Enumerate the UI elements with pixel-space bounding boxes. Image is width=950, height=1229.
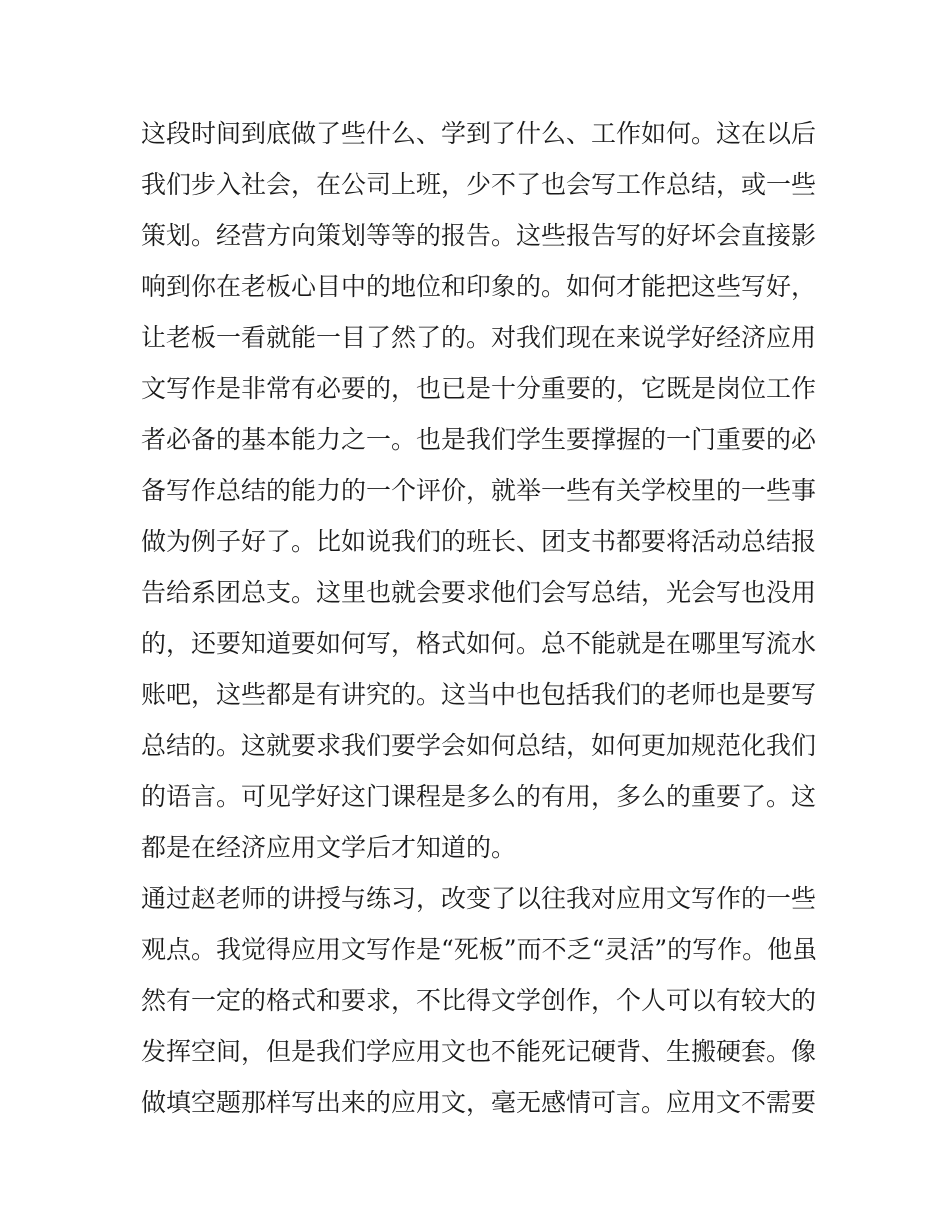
- paragraph-line: 的语言。可见学好这门课程是多么的有用，多么的重要了。这: [141, 782, 817, 811]
- paragraph-2: [141, 873, 818, 1128]
- paragraph-line: 通过赵老师的讲授与练习，改变了以往我对应用文写作的一些: [141, 884, 817, 913]
- paragraph-line: 都是在经济应用文学后才知道的。: [141, 833, 517, 862]
- paragraph-line: 我们步入社会，在公司上班，少不了也会写工作总结，或一些: [141, 170, 817, 199]
- paragraph-line: 告给系团总支。这里也就会要求他们会写总结，光会写也没用: [141, 578, 817, 607]
- paragraph-line: 响到你在老板心目中的地位和印象的。如何才能把这些写好，: [141, 272, 817, 301]
- paragraph-line: 者必备的基本能力之一。也是我们学生要撑握的一门重要的必: [141, 425, 817, 454]
- document-body: [141, 108, 818, 1128]
- paragraph-line: 做为例子好了。比如说我们的班长、团支书都要将活动总结报: [141, 527, 817, 556]
- paragraph-line: 做填空题那样写出来的应用文，毫无感情可言。应用文不需要: [141, 1088, 817, 1117]
- paragraph-line: 总结的。这就要求我们要学会如何总结，如何更加规范化我们: [141, 731, 817, 760]
- paragraph-line: 这段时间到底做了些什么、学到了什么、工作如何。这在以后: [141, 119, 817, 148]
- paragraph-line: 然有一定的格式和要求，不比得文学创作，个人可以有较大的: [141, 986, 817, 1015]
- paragraph-line: 备写作总结的能力的一个评价，就举一些有关学校里的一些事: [141, 476, 817, 505]
- paragraph-line: 观点。我觉得应用文写作是“死板”而不乏“灵活”的写作。他虽: [141, 935, 818, 964]
- paragraph-line: 的，还要知道要如何写，格式如何。总不能就是在哪里写流水: [141, 629, 817, 658]
- paragraph-line: 发挥空间，但是我们学应用文也不能死记硬背、生搬硬套。像: [141, 1037, 817, 1066]
- paragraph-line: 策划。经营方向策划等等的报告。这些报告写的好坏会直接影: [141, 221, 817, 250]
- paragraph-line: 账吧，这些都是有讲究的。这当中也包括我们的老师也是要写: [141, 680, 817, 709]
- paragraph-line: 文写作是非常有必要的，也已是十分重要的，它既是岗位工作: [141, 374, 817, 403]
- paragraph-line: 让老板一看就能一目了然了的。对我们现在来说学好经济应用: [141, 323, 817, 352]
- paragraph-1: [141, 108, 817, 873]
